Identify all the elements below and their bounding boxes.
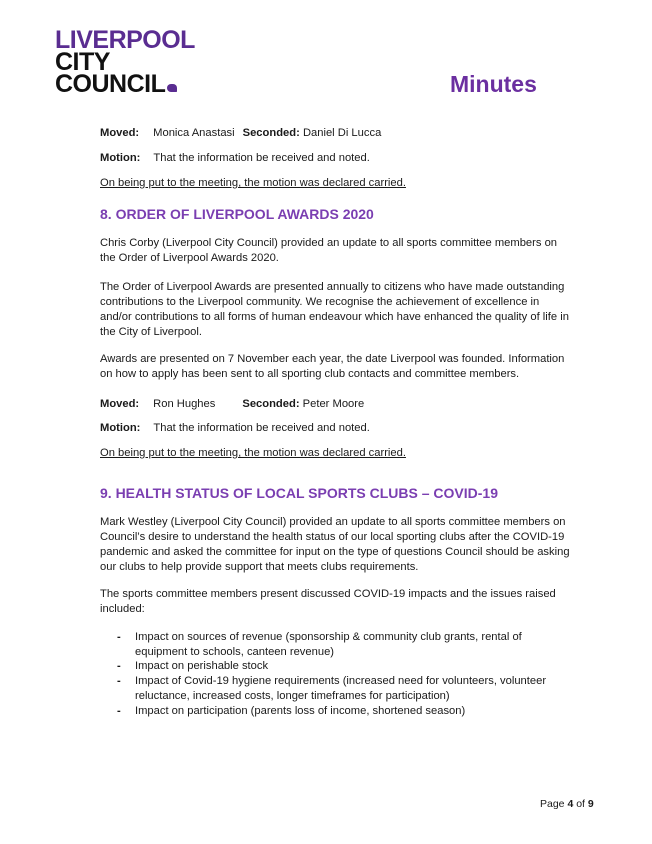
section-8-para-2: The Order of Liverpool Awards are presented annually to citizens who have made outstanding contributions to the Liverpool community. We recognise the achievement of excellence in and/or contributions to all forms of human endeavour which have enhanced the quality of life in the City of Liverpool. — [100, 281, 569, 338]
list-item: - Impact on perishable stock — [117, 660, 269, 672]
moved-label: Moved: — [100, 398, 140, 410]
seconded-label: Seconded: — [242, 398, 300, 410]
seconded-label: Seconded: — [242, 127, 300, 139]
moved-value: Monica Anastasi — [153, 127, 235, 139]
motion-value: That the information be received and noted. — [153, 152, 370, 164]
section-8-para-3: Awards are presented on 7 November each year, the date Liverpool was founded. Information on how to apply has been sent to all sporting club contacts and committee members. — [100, 353, 565, 380]
seconded-value: Daniel Di Lucca — [302, 127, 382, 139]
council-logo — [55, 26, 195, 98]
motion-label: Motion: — [100, 422, 141, 434]
section-9-para-1: Mark Westley (Liverpool City Council) provided an update to all sports committee members on Council’s desire to understand the health status of our local sporting clubs after the COVID-19 pandemic and asked the committee for input on the type of questions Council should be asking our clubs to help provide support that meets clubs requirements. — [100, 516, 570, 573]
section-8-para-1: Chris Corby (Liverpool City Council) provided an update to all sports committee members on the Order of Liverpool Awards 2020. — [100, 237, 558, 264]
section-8-heading: 8. ORDER OF LIVERPOOL AWARDS 2020 — [100, 206, 374, 222]
motion-line-1 — [100, 151, 570, 166]
logo-line-city: CITY — [55, 48, 110, 76]
section-9-heading: 9. HEALTH STATUS OF LOCAL SPORTS CLUBS – COVID-19 — [100, 485, 498, 501]
page-number: Page 4 of 9 — [540, 798, 594, 810]
motion-line-2 — [100, 421, 570, 436]
carried-line-1: On being put to the meeting, the motion was declared carried. — [100, 177, 406, 189]
moved-line-1 — [100, 126, 570, 141]
motion-label: Motion: — [100, 152, 141, 164]
logo-line-council — [55, 70, 195, 98]
carried-line-2: On being put to the meeting, the motion was declared carried. — [100, 447, 406, 459]
section-9-para-2: The sports committee members present discussed COVID-19 impacts and the issues raised included: — [100, 588, 556, 615]
list-item: - Impact on participation (parents loss of income, shortened season) — [117, 705, 466, 717]
moved-value: Ron Hughes — [153, 398, 216, 410]
bullet-dash-icon: - — [117, 705, 121, 717]
list-item: - Impact on sources of revenue (sponsorship & community club grants, rental of equipment to schools, canteen revenue) — [117, 631, 522, 658]
bullet-dash-icon: - — [117, 660, 121, 672]
moved-line-2 — [100, 397, 570, 412]
heart-icon — [167, 84, 177, 92]
list-item: - Impact of Covid-19 hygiene requirements (increased need for volunteers, volunteer reluctance, increased costs, longer timeframes for participation) — [117, 675, 547, 702]
bullet-dash-icon: - — [117, 675, 121, 687]
bullet-dash-icon: - — [117, 631, 121, 643]
seconded-value: Peter Moore — [302, 398, 365, 410]
motion-value: That the information be received and noted. — [153, 422, 370, 434]
moved-label: Moved: — [100, 127, 140, 139]
doc-title: Minutes — [450, 71, 537, 97]
logo-line-liverpool: LIVERPOOL — [55, 26, 195, 54]
logo-line-council-text: COUNCIL — [55, 70, 166, 98]
